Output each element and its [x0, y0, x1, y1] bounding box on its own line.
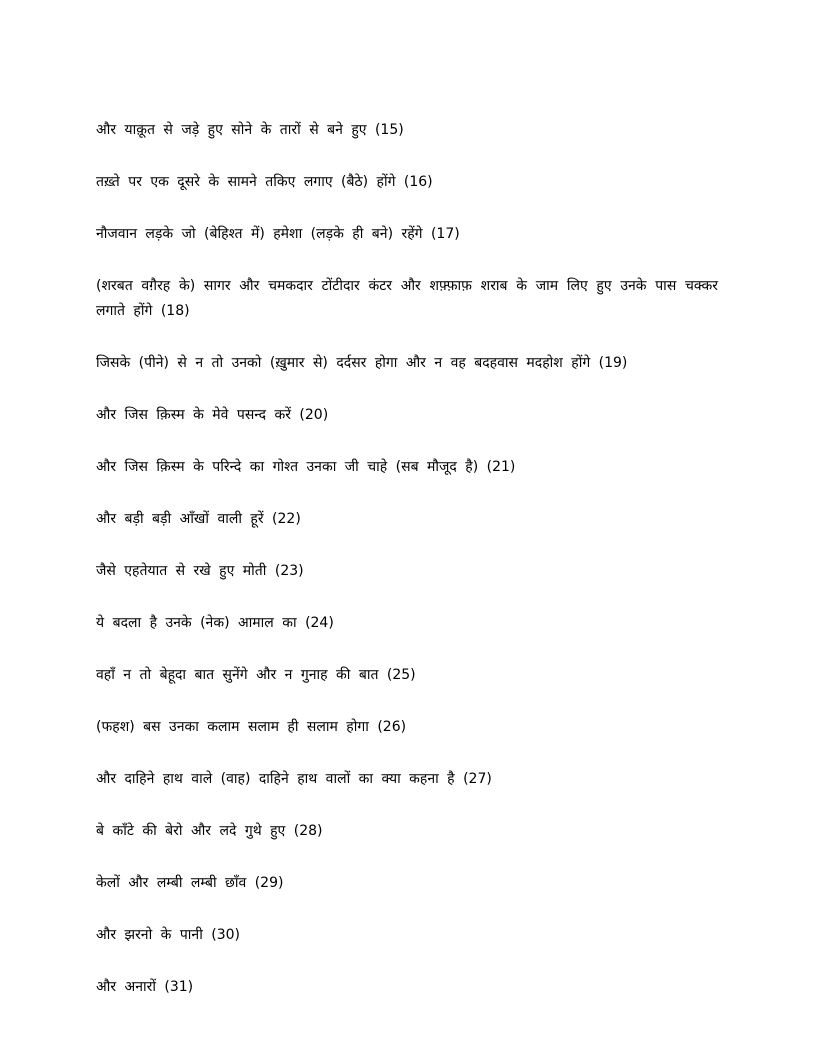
verse-25: वहाँ न तो बेहूदा बात सुनेंगे और न गुनाह की बात (25) [96, 667, 416, 683]
verse-18: (शरबत वग़ैरह के) सागर और चमकदार टोंटीदार कंटर और शफ़्फ़ाफ़ शराब के जाम लिए हुए उनके पास चक्कर लगाते होंगे (18) [96, 278, 718, 319]
verse-23: जैसे एहतेयात से रखे हुए मोती (23) [96, 563, 304, 579]
verse-28: बे काँटे की बेरो और लदे गुथे हुए (28) [96, 823, 323, 839]
verse-24: ये बदला है उनके (नेक) आमाल का (24) [96, 615, 334, 631]
verse-15: और याक़ूत से जड़े हुए सोने के तारों से बने हुए (15) [96, 122, 404, 138]
verse-22: और बड़ी बड़ी आँखों वाली हूरें (22) [96, 511, 301, 527]
verse-31: और अनारों (31) [96, 979, 194, 995]
verse-20: और जिस क़िस्म के मेवे पसन्द करें (20) [96, 407, 329, 423]
verse-list [96, 118, 718, 1027]
verse-16: तख़्ते पर एक दूसरे के सामने तकिए लगाए (बैठे) होंगे (16) [96, 174, 433, 190]
verse-21: और जिस क़िस्म के परिन्दे का गोश्त उनका जी चाहे (सब मौजूद है) (21) [96, 459, 516, 475]
verse-27: और दाहिने हाथ वाले (वाह) दाहिने हाथ वालों का क्या कहना है (27) [96, 771, 492, 787]
verse-30: और झरनो के पानी (30) [96, 927, 241, 943]
verse-19: जिसके (पीने) से न तो उनको (ख़ुमार से) दर्दसर होगा और न वह बदहवास मदहोश होंगे (19) [96, 355, 628, 371]
verse-17: नौजवान लड़के जो (बेहिश्त में) हमेशा (लड़के ही बने) रहेंगे (17) [96, 226, 460, 242]
verse-26: (फहश) बस उनका कलाम सलाम ही सलाम होगा (26) [96, 719, 407, 735]
verse-29: केलों और लम्बी लम्बी छाँव (29) [96, 875, 284, 891]
